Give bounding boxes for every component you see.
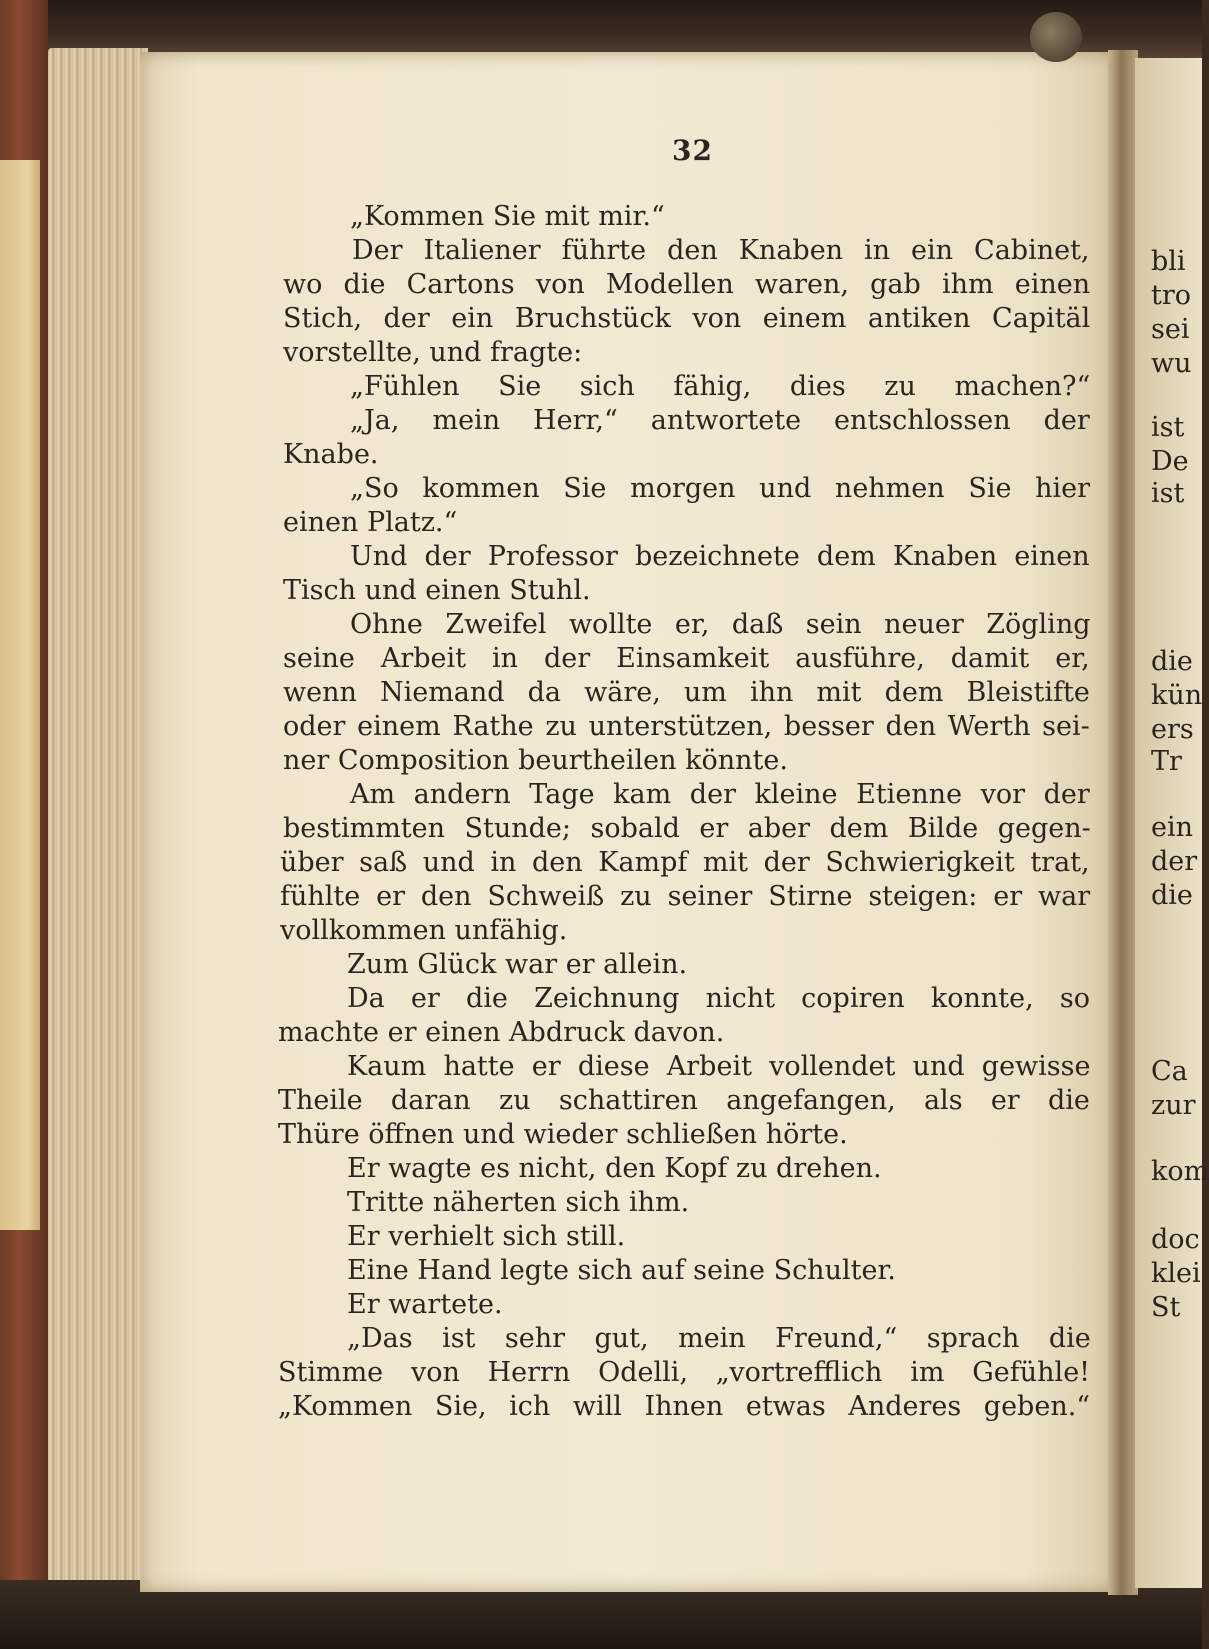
text-line: Knabe. bbox=[283, 439, 379, 470]
next-page-fragment: wu bbox=[1151, 348, 1192, 379]
text-line: Er wagte es nicht, den Kopf zu drehen. bbox=[347, 1153, 882, 1184]
text-line: Da er die Zeichnung nicht copiren konnte, so bbox=[347, 983, 1091, 1014]
text-line: Und der Professor bezeichnete dem Knaben einen bbox=[350, 541, 1090, 572]
text-line: Ohne Zweifel wollte er, daß sein neuer Zögling bbox=[350, 609, 1091, 640]
text-line: über saß und in den Kampf mit der Schwierigkeit trat, bbox=[280, 847, 1090, 878]
next-page-fragment: ers bbox=[1151, 714, 1194, 745]
text-line: Stimme von Herrn Odelli, „vortrefflich im Gefühle! bbox=[278, 1357, 1091, 1388]
text-line: Theile daran zu schattiren angefangen, als er die bbox=[278, 1085, 1090, 1116]
page-tab-strip bbox=[0, 160, 40, 1230]
text-line: Zum Glück war er allein. bbox=[347, 949, 688, 980]
text-line: wo die Cartons von Modellen waren, gab ihm einen bbox=[283, 269, 1091, 300]
text-line: „So kommen Sie morgen und nehmen Sie hier bbox=[350, 473, 1091, 504]
text-line: vollkommen unfähig. bbox=[280, 915, 568, 946]
text-line: Tritte näherten sich ihm. bbox=[347, 1187, 690, 1218]
clasp-knob bbox=[1030, 12, 1082, 62]
next-page-fragment: zur bbox=[1151, 1090, 1196, 1121]
text-line: „Kommen Sie mit mir.“ bbox=[350, 201, 665, 232]
book-cover-top bbox=[0, 0, 1202, 60]
text-line: Am andern Tage kam der kleine Etienne vor der bbox=[350, 779, 1090, 810]
text-line: fühlte er den Schweiß zu seiner Stirne steigen: er war bbox=[280, 881, 1091, 912]
next-page-fragment: kom bbox=[1151, 1156, 1209, 1187]
next-page-fragment: tro bbox=[1151, 280, 1192, 311]
text-line: bestimmten Stunde; sobald er aber dem Bilde gegen- bbox=[283, 813, 1091, 844]
next-page-fragment: bli bbox=[1151, 246, 1186, 277]
book-gutter bbox=[1108, 50, 1138, 1595]
text-line: „Ja, mein Herr,“ antwortete entschlossen der bbox=[350, 405, 1090, 436]
text-line: Stich, der ein Bruchstück von einem antiken Capitäl bbox=[283, 303, 1091, 334]
text-line: Er wartete. bbox=[347, 1289, 503, 1320]
text-line: wenn Niemand da wäre, um ihn mit dem Bleistifte bbox=[283, 677, 1090, 708]
next-page-fragment: der bbox=[1151, 846, 1198, 877]
right-page-edge bbox=[1135, 58, 1209, 1588]
next-page-fragment: die bbox=[1151, 646, 1193, 677]
next-page-fragment: sei bbox=[1151, 314, 1190, 345]
next-page-fragment: Ca bbox=[1151, 1056, 1188, 1087]
text-line: Der Italiener führte den Knaben in ein Cabinet, bbox=[352, 235, 1090, 266]
next-page-fragment: klei bbox=[1151, 1258, 1201, 1289]
text-line: Er verhielt sich still. bbox=[347, 1221, 626, 1252]
next-page-fragment: ist bbox=[1151, 412, 1185, 443]
text-line: Tisch und einen Stuhl. bbox=[283, 575, 591, 606]
text-line: ner Composition beurtheilen könnte. bbox=[283, 745, 788, 776]
text-line: Thüre öffnen und wieder schließen hörte. bbox=[278, 1119, 848, 1150]
page-number: 32 bbox=[672, 134, 713, 167]
text-line: Kaum hatte er diese Arbeit vollendet und gewisse bbox=[347, 1051, 1091, 1082]
text-line: Eine Hand legte sich auf seine Schulter. bbox=[347, 1255, 896, 1286]
text-line: oder einem Rathe zu unterstützen, besser den Werth sei- bbox=[283, 711, 1090, 742]
next-page-fragment: Tr bbox=[1151, 746, 1182, 777]
next-page-fragment: De bbox=[1151, 446, 1189, 477]
text-line: einen Platz.“ bbox=[283, 507, 458, 538]
text-line: seine Arbeit in der Einsamkeit ausführe, damit er, bbox=[283, 643, 1090, 674]
next-page-fragment: ist bbox=[1151, 478, 1185, 509]
next-page-fragment: kün bbox=[1151, 680, 1203, 711]
next-page-fragment: St bbox=[1151, 1292, 1181, 1323]
text-line: „Kommen Sie, ich will Ihnen etwas Anderes geben.“ bbox=[278, 1391, 1091, 1422]
text-line: machte er einen Abdruck davon. bbox=[278, 1017, 725, 1048]
page-edges bbox=[48, 48, 148, 1593]
next-page-fragment: die bbox=[1151, 880, 1193, 911]
next-page-fragment: doc bbox=[1151, 1224, 1200, 1255]
text-line: „Das ist sehr gut, mein Freund,“ sprach die bbox=[347, 1323, 1091, 1354]
next-page-fragment: ein bbox=[1151, 812, 1194, 843]
text-line: „Fühlen Sie sich fähig, dies zu machen?“ bbox=[350, 371, 1091, 402]
text-line: vorstellte, und fragte: bbox=[283, 337, 583, 368]
